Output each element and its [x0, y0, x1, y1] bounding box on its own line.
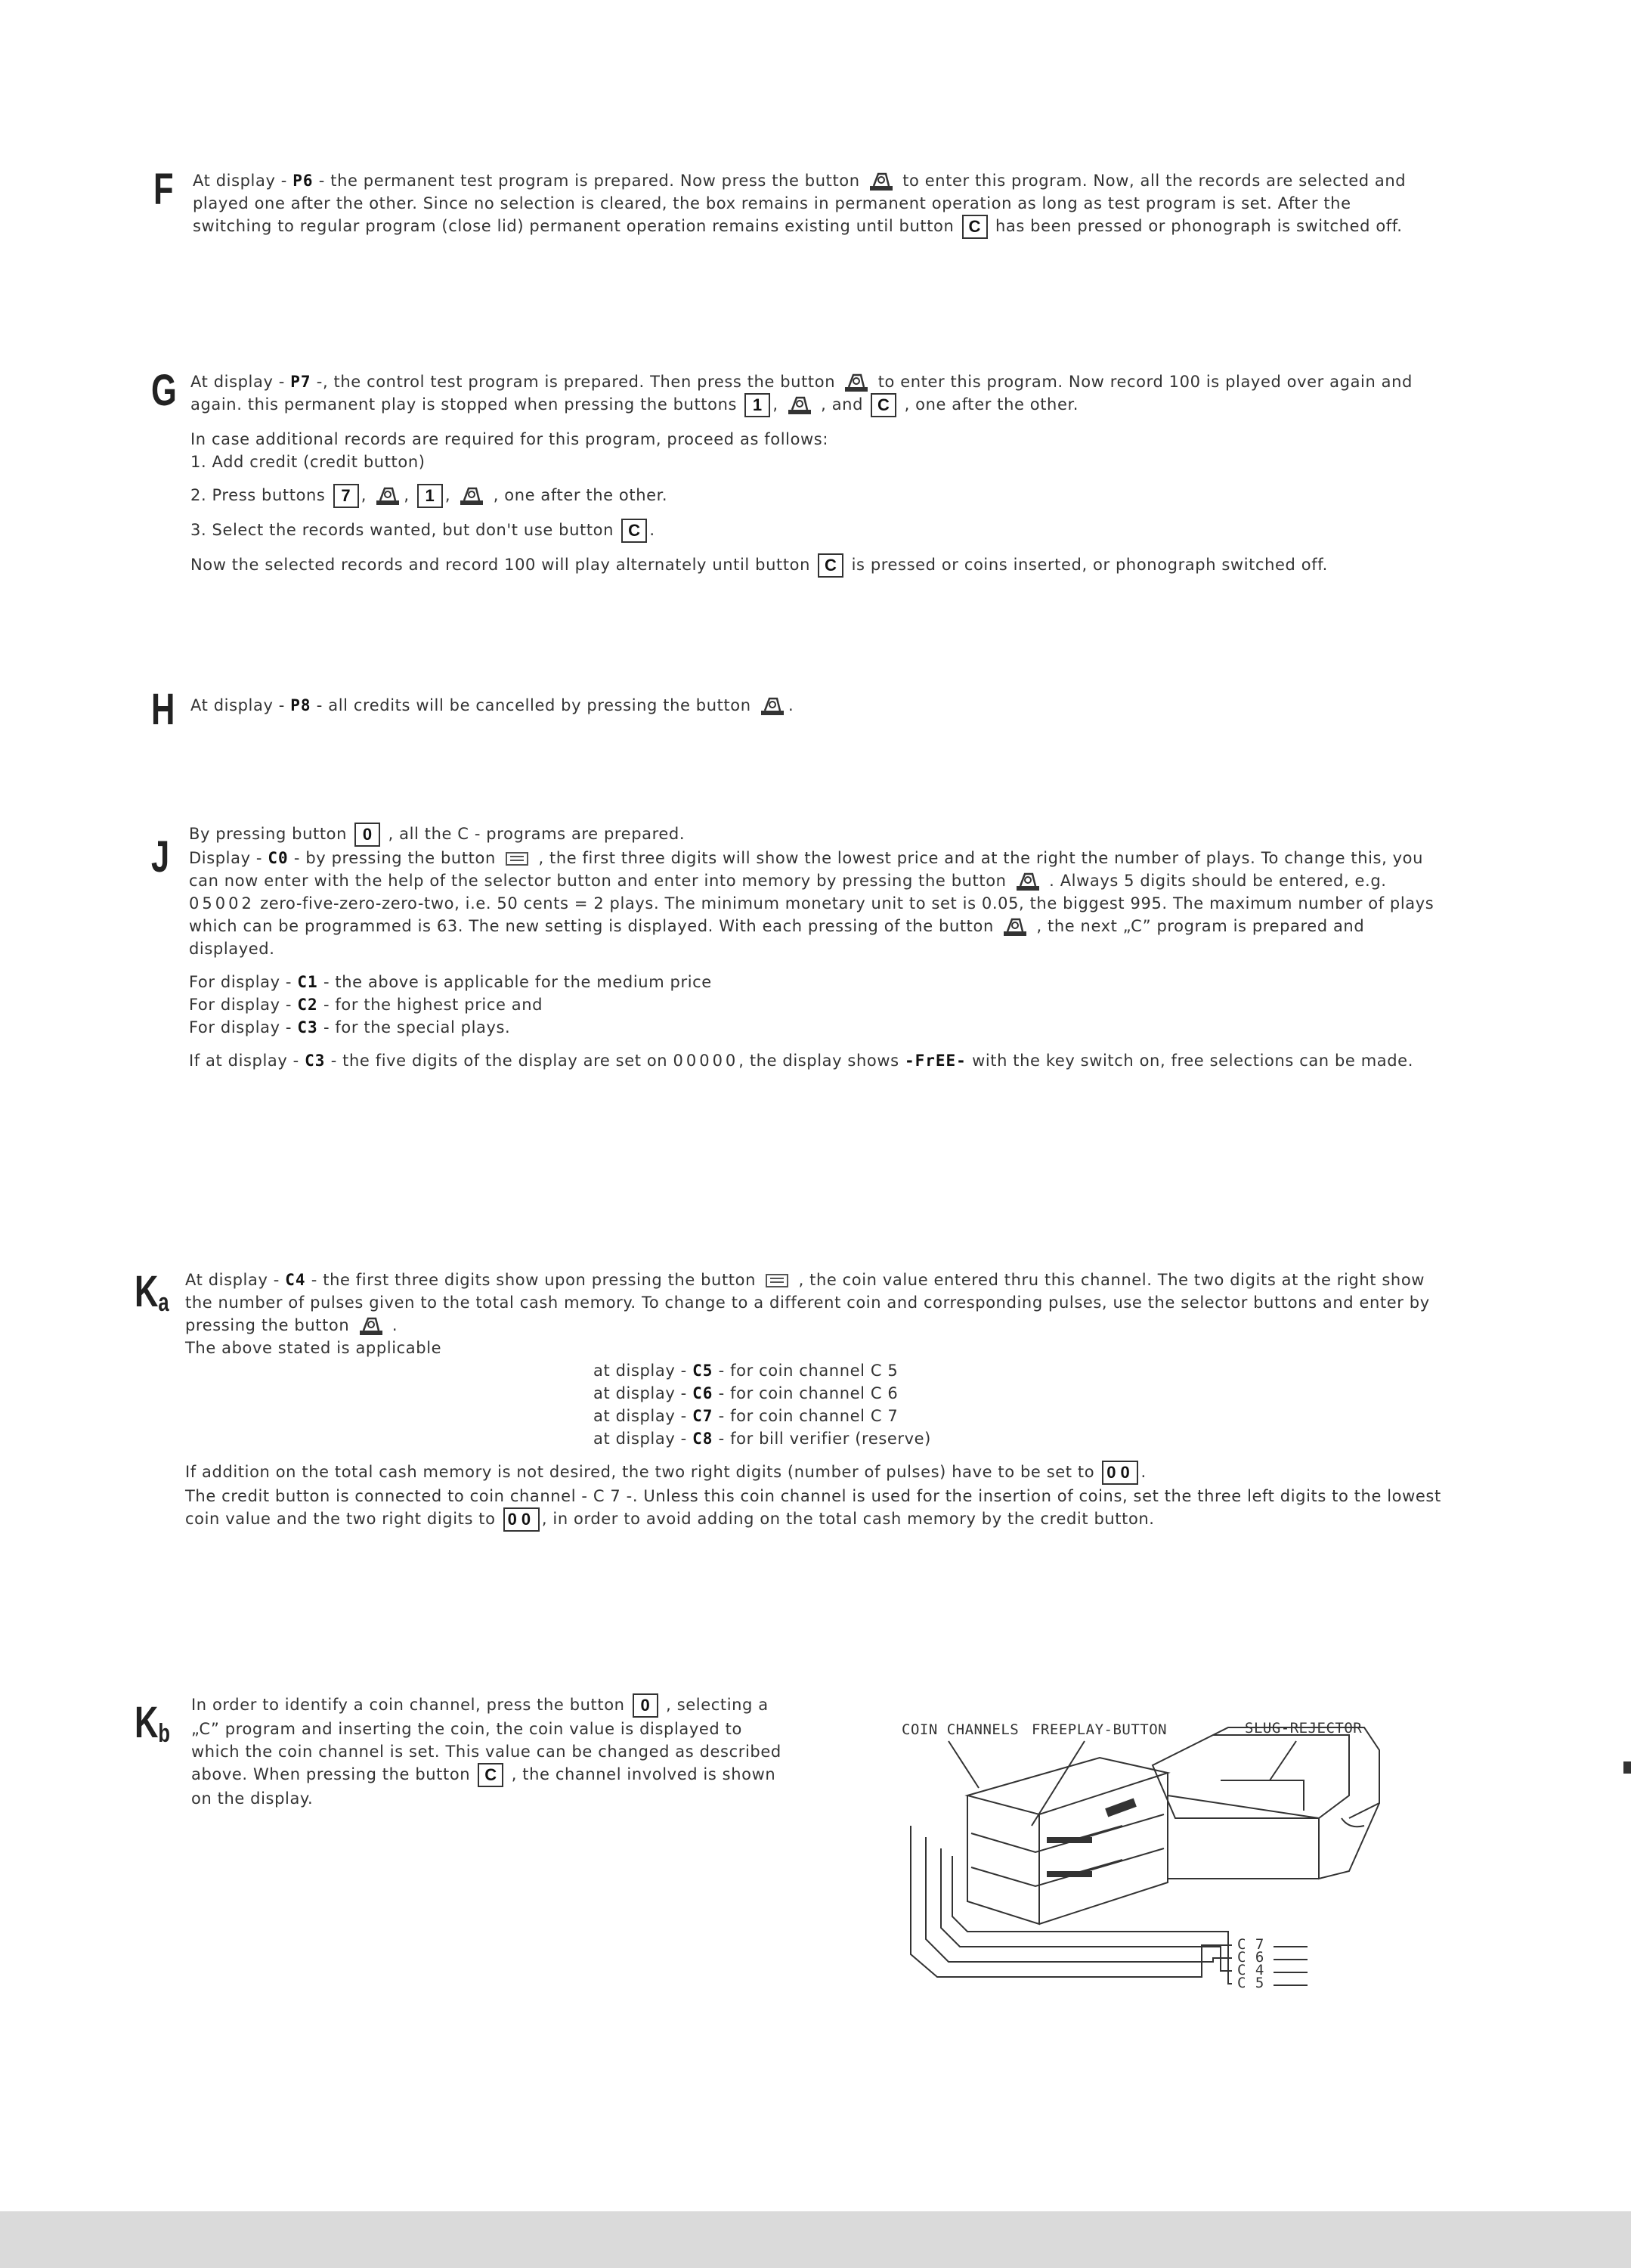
zero-zero-buttons: 00: [503, 1507, 540, 1532]
freeplay-button-label: FREEPLAY-BUTTON: [1032, 1721, 1168, 1738]
step-3: 3. Select the records wanted, but don't use button C .: [190, 519, 1445, 543]
step-1: 1. Add credit (credit button): [190, 453, 426, 471]
coin-mechanism-diagram: [896, 1705, 1387, 2037]
mechanism-drawing: [896, 1705, 1387, 2037]
text: , one after the other.: [904, 395, 1079, 414]
display-code: C0: [268, 849, 289, 867]
section-letter-kb: $K_b$: [135, 1698, 171, 1748]
example-code: 05002: [189, 894, 255, 912]
section-j-text: By pressing button 0 , all the C - programs are prepared. Display - C0 - by pressing the button , the first three digits will show the lowest price and at the right the number of plays. To change this, you can now enter with the help of the selector button and enter into memory by pressing the button . Always 5 digits should be entered, e.g. 05002 zero-five-zero-zero-two, i.e. 50 cents = 2 plays. The minimum monetary unit to set is 0.05, the biggest 995. The maximum number of plays which can be programmed is 63. The new setting is displayed. With each pressing of the button , the next „C” program is prepared and displayed. For display - C1 - the above is applicable for the medium price For display - C2 - for the highest price and For display - C3 - for the special plays. If at display - C3 - the five digits of the display are set on 00000, the display shows -FrEE- with the key switch on, free selections can be made.: [189, 823, 1444, 1072]
c-button-icon: C: [962, 215, 988, 239]
enter-record-icon: [357, 1315, 385, 1337]
section-g-text: [190, 370, 1445, 578]
text: At display -: [193, 172, 287, 190]
enter-record-icon: [786, 395, 813, 416]
channel-label-c6: C 6: [1237, 1949, 1264, 1966]
text: Now the selected records and record 100 will play alternately until button C is pressed or coins inserted, or phonograph switched off.: [190, 553, 1445, 578]
section-letter-j: J: [151, 832, 170, 881]
button-1-icon: 1: [744, 393, 770, 417]
text: , and: [821, 395, 864, 414]
display-code: P7: [290, 373, 311, 391]
channel-label-c7: C 7: [1237, 1936, 1264, 1953]
display-code: C3: [305, 1052, 326, 1070]
c-button-icon: C: [818, 553, 843, 578]
section-kb-text: In order to identify a coin channel, press the button 0 , selecting a „C” program and inserting the coin, the coin value is displayed to which the coin channel is set. This value can be changed as described above. When pressing the button C , the channel involved is shown on the display.: [191, 1693, 796, 1810]
display-code: P8: [290, 696, 311, 714]
enter-record-icon: [458, 485, 485, 507]
section-letter-h: H: [151, 685, 175, 734]
section-letter-ka: $K_a$: [135, 1267, 169, 1317]
channel-line: at display - C6 - for coin channel C 6: [593, 1384, 899, 1402]
text: In case additional records are required for this program, proceed as follows:: [190, 430, 829, 448]
section-ka-text: At display - C4 - the first three digits show upon pressing the button , the coin value entered thru this channel. The two digits at the right show the number of pulses given to the total cash memory. To change to a different coin and corresponding pulses, use the selector buttons and enter by pressing the button . The above stated is applicable at display - C5 - for coin channel C 5 at display - C6 - for coin channel C 6 at display - C7 - for coin channel C 7 at display - C8 - for bill verifier (reserve) If addition on the total cash memory is not desired, the two right digits (number of pulses) have to be set to 00 . The credit button is connected to coin channel - C 7 -. Unless this coin channel is used for the insertion of coins, set the three left digits to the lowest coin value and the two right digits to 00 , in order to avoid adding on the total cash memory by the credit button.: [185, 1269, 1455, 1532]
display-code: P6: [292, 172, 314, 190]
button-1-icon: 1: [417, 484, 443, 508]
step-2: 2. Press buttons 7 , , 1 , , one after the other.: [190, 484, 1445, 508]
display-digits: 00000: [673, 1052, 739, 1070]
section-letter-g: G: [151, 366, 177, 415]
text: to enter this program. Now, all the records are selected and played one after the other. Since no selection is cleared, the box remains in permanent operation as long as test program is set. After the switching to regular program (close lid) permanent operation remains existing until button: [193, 172, 1407, 235]
channel-line: at display - C5 - for coin channel C 5: [593, 1362, 899, 1380]
display-code: C4: [285, 1271, 306, 1289]
section-f-text: [193, 169, 1432, 239]
scan-bottom-edge: [0, 2211, 1631, 2268]
scan-edge-mark: [1623, 1761, 1631, 1774]
text: At display -: [190, 373, 285, 391]
channel-line: at display - C8 - for bill verifier (reserve): [593, 1430, 931, 1448]
enter-record-icon: [868, 171, 895, 192]
display-code: C1: [297, 973, 318, 991]
button-0-icon: 0: [633, 1693, 658, 1718]
section-letter-f: F: [153, 165, 174, 214]
channel-label-c5: C 5: [1237, 1975, 1264, 1991]
display-code: C2: [297, 996, 318, 1014]
c-button-icon: C: [871, 393, 896, 417]
enter-record-icon: [1014, 871, 1041, 892]
enter-record-icon: [759, 696, 786, 717]
text: has been pressed or phonograph is switched off.: [995, 217, 1403, 235]
button-0-icon: 0: [354, 823, 380, 847]
button-7-icon: 7: [333, 484, 359, 508]
text: to enter this program. Now record 100 is played over again and again. this permanent play is stopped when pressing the buttons: [190, 373, 1413, 414]
section-h-text: At display - P8 - all credits will be cancelled by pressing the button .: [190, 694, 1430, 717]
text: - the permanent test program is prepared. Now press the button: [318, 172, 860, 190]
enter-record-icon: [1001, 916, 1029, 937]
free-display: -FrEE-: [904, 1052, 967, 1070]
c-button-icon: C: [478, 1763, 503, 1787]
c-button-icon: C: [621, 519, 647, 543]
channel-label-c4: C 4: [1237, 1962, 1264, 1978]
channel-line: at display - C7 - for coin channel C 7: [593, 1407, 899, 1425]
text: -, the control test program is prepared. Then press the button: [316, 373, 836, 391]
text: The above stated is applicable: [185, 1339, 442, 1357]
text: ,: [772, 395, 778, 414]
zero-zero-buttons: 00: [1102, 1461, 1138, 1485]
display-button-icon: [763, 1270, 791, 1291]
display-button-icon: [503, 848, 531, 869]
display-code: C3: [297, 1018, 318, 1036]
enter-record-icon: [374, 485, 401, 507]
enter-record-icon: [843, 372, 870, 393]
coin-channels-label: COIN CHANNELS: [902, 1721, 1020, 1738]
slug-rejector-label: SLUG-REJECTOR: [1245, 1720, 1363, 1737]
